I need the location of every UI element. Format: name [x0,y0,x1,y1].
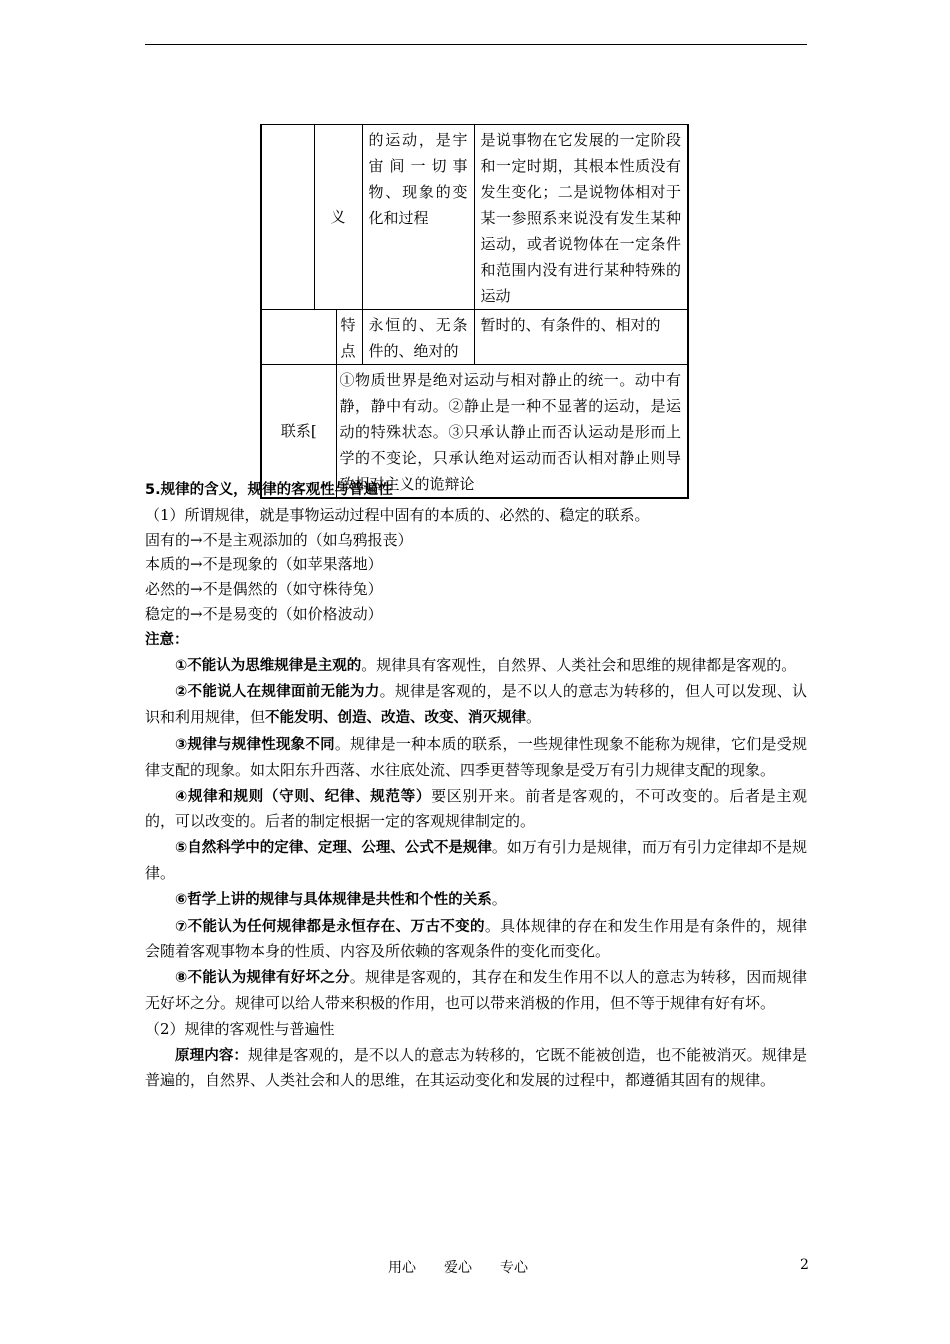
cell-text: 永恒的、无条件的、绝对的 [368,316,468,360]
note-item-5: ⑤自然科学中的定律、定理、公理、公式不是规律。如万有引力是规律，而万有引力定律却不是规律。 [145,838,807,882]
note-item-2: ②不能说人在规律面前无能为力。规律是客观的，是不以人的意志为转移的，但人可以发现、认识和利用规律，但不能发明、创造、改造、改变、消灭规律。 [145,682,807,727]
table-label-features: 特点 [336,310,362,365]
note-item-7: ⑦不能认为任何规律都是永恒存在、万古不变的。具体规律的存在和发生作用是有条件的，规律会随着客观事物本身的性质、内容及所依赖的客观条件的变化而变化。 [145,916,807,961]
table-cell-blank [261,310,336,365]
list-item: 必然的→不是偶然的（如守株待兔） [145,580,383,599]
list-item: 固有的→不是主观添加的（如乌鸦报丧） [145,530,413,549]
motion-rest-table [260,124,689,499]
list-item: 稳定的→不是易变的（如价格波动） [145,604,383,623]
note-item-6: ⑥哲学上讲的规律与具体规律是共性和个性的关系。 [175,889,507,908]
cell-text: 的运动，是宇宙间一切事物、现象的变化和过程 [368,131,468,227]
table-cell-blank [261,125,314,310]
table-label-connection: 联系[ [261,365,336,499]
table-cell-motion-features [362,310,474,365]
paragraph-definition: （1）所谓规律，就是事物运动过程中固有的本质的、必然的、稳定的联系。 [145,505,650,524]
table-label-meaning: 义 [314,125,362,310]
note-item-3: ③规律与规律性现象不同。规律是一种本质的联系，一些规律性现象不能称为规律，它们是受规律支配的现象。如太阳东升西落、水往底处流、四季更替等现象是受万有引力规律支配的现象。 [145,734,807,779]
cell-text: 是说事物在它发展的一定阶段和一定时期，其根本性质没有发生变化；二是说物体相对于某一参照系来说没有发生某种运动，或者说物体在一定条件和范围内没有进行某种特殊的运动 [480,131,681,305]
paragraph-principle: 原理内容：规律是客观的，是不以人的意志为转移的，它既不能被创造，也不能被消灭。规律是普遍的，自然界、人类社会和人的思维，在其运动变化和发展的过程中，都遵循其固有的规律。 [145,1045,807,1090]
table-cell-motion-meaning [362,125,474,310]
cell-text: ①物质世界是绝对运动与相对静止的统一。动中有静，静中有动。②静止是一种不显著的运动，是运动的特殊状态。③只承认静止而否认运动是形而上学的不变论，只承认绝对运动而否认相对静止则导致相对主义的诡辩论 [339,371,681,493]
note-item-1: ①不能认为思维规律是主观的。规律具有客观性，自然界、人类社会和思维的规律都是客观的。 [175,655,797,674]
footer-motto: 用心 爱心 专心 [388,1260,528,1276]
section-5 [145,477,807,1093]
note-item-4: ④规律和规则（守则、纪律、规范等）要区别开来。前者是客观的，不可改变的。后者是主观的，可以改变的。后者的制定根据一定的客观规律制定的。 [145,786,807,831]
paragraph-subheading: （2）规律的客观性与普遍性 [145,1019,335,1038]
header-rule [145,44,807,45]
cell-text: 暂时的、有条件的、相对的 [480,316,661,334]
note-heading: 注意： [145,631,189,648]
list-item: 本质的→不是现象的（如苹果落地） [145,555,383,574]
table-cell-rest-meaning [474,125,688,310]
page-number: 2 [800,1257,809,1273]
note-item-8: ⑧不能认为规律有好坏之分。规律是客观的，其存在和发生作用不以人的意志为转移，因而规律无好坏之分。规律可以给人带来积极的作用，也可以带来消极的作用，但不等于规律有好有坏。 [145,968,807,1012]
table-cell-rest-features [474,310,688,365]
section-heading: 5.规律的含义，规律的客观性与普遍性 [145,482,393,498]
